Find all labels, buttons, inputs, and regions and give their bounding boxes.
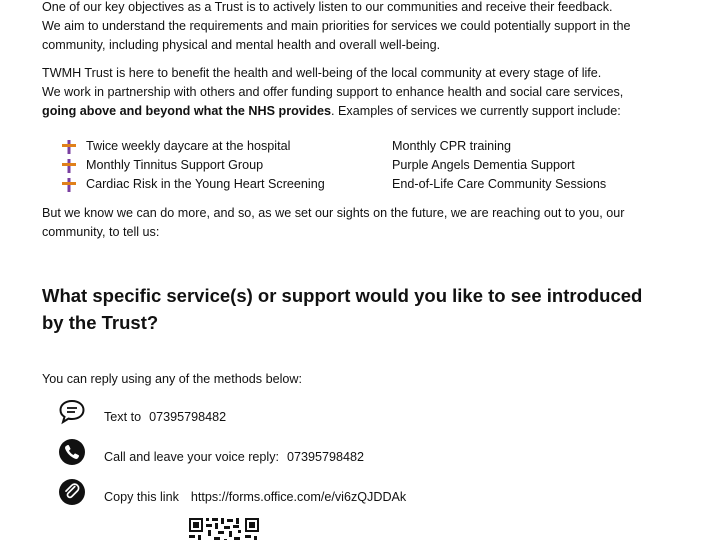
call-phone-number[interactable]: 07395798482 bbox=[287, 450, 365, 464]
services-list bbox=[62, 137, 702, 194]
paperclip-icon bbox=[58, 478, 86, 506]
phone-icon bbox=[58, 438, 86, 466]
outreach-line-1: But we know we can do more, and so, as we set our sights on the future, we are reaching out to you, our bbox=[42, 206, 625, 220]
service-right-2: Purple Angels Dementia Support bbox=[392, 158, 575, 172]
survey-link[interactable]: https://forms.office.com/e/vi6zQJDDAk bbox=[190, 490, 407, 504]
call-method-label: Call and leave your voice reply: bbox=[104, 450, 280, 464]
service-left-2: Monthly Tinnitus Support Group bbox=[86, 158, 264, 172]
partnership-paragraph bbox=[42, 64, 702, 122]
question-heading bbox=[42, 282, 682, 336]
nhs-emphasis: going above and beyond what the NHS provides bbox=[42, 104, 331, 119]
list-item bbox=[62, 137, 702, 156]
chat-icon bbox=[58, 398, 86, 426]
text-phone-number[interactable]: 07395798482 bbox=[149, 410, 227, 424]
text-method bbox=[58, 398, 698, 426]
link-method bbox=[58, 478, 698, 506]
outreach-line-2: community, to tell us: bbox=[42, 225, 160, 240]
reply-intro: You can reply using any of the methods below: bbox=[42, 372, 302, 386]
qr-code[interactable] bbox=[188, 517, 260, 540]
partnership-line-1: TWMH Trust is here to benefit the health and well-being of the local community at every stage of life. bbox=[42, 66, 602, 80]
partnership-line-3 bbox=[42, 102, 702, 121]
intro-paragraph bbox=[42, 0, 702, 56]
list-item bbox=[62, 175, 702, 194]
partnership-line-3-rest: . Examples of services we currently support include: bbox=[331, 104, 621, 119]
link-method-label: Copy this link bbox=[104, 490, 179, 504]
cross-bullet-icon bbox=[62, 178, 76, 192]
question-line-2: by the Trust? bbox=[42, 312, 159, 333]
call-method bbox=[58, 438, 698, 466]
intro-line-1: One of our key objectives as a Trust is to actively listen to our communities and receive their feedback. bbox=[42, 0, 613, 14]
service-right-1: Monthly CPR training bbox=[392, 139, 511, 153]
question-line-1: What specific service(s) or support would you like to see introduced bbox=[42, 285, 643, 306]
intro-line-2: We aim to understand the requirements and main priorities for services we could potentially support in the bbox=[42, 19, 631, 34]
intro-line-3: community, including physical and mental health and overall well-being. bbox=[42, 38, 441, 53]
cross-bullet-icon bbox=[62, 159, 76, 173]
list-item bbox=[62, 156, 702, 175]
link-method-text bbox=[104, 488, 406, 507]
service-left-1: Twice weekly daycare at the hospital bbox=[86, 139, 291, 153]
cross-bullet-icon bbox=[62, 140, 76, 154]
service-right-3: End-of-Life Care Community Sessions bbox=[392, 177, 607, 191]
service-left-3: Cardiac Risk in the Young Heart Screening bbox=[86, 177, 325, 191]
outreach-paragraph bbox=[42, 204, 702, 242]
call-method-text bbox=[104, 448, 364, 467]
text-method-text bbox=[104, 408, 226, 427]
partnership-line-2: We work in partnership with others and offer funding support to enhance health and social care services, bbox=[42, 85, 624, 100]
text-method-label: Text to bbox=[104, 410, 142, 424]
